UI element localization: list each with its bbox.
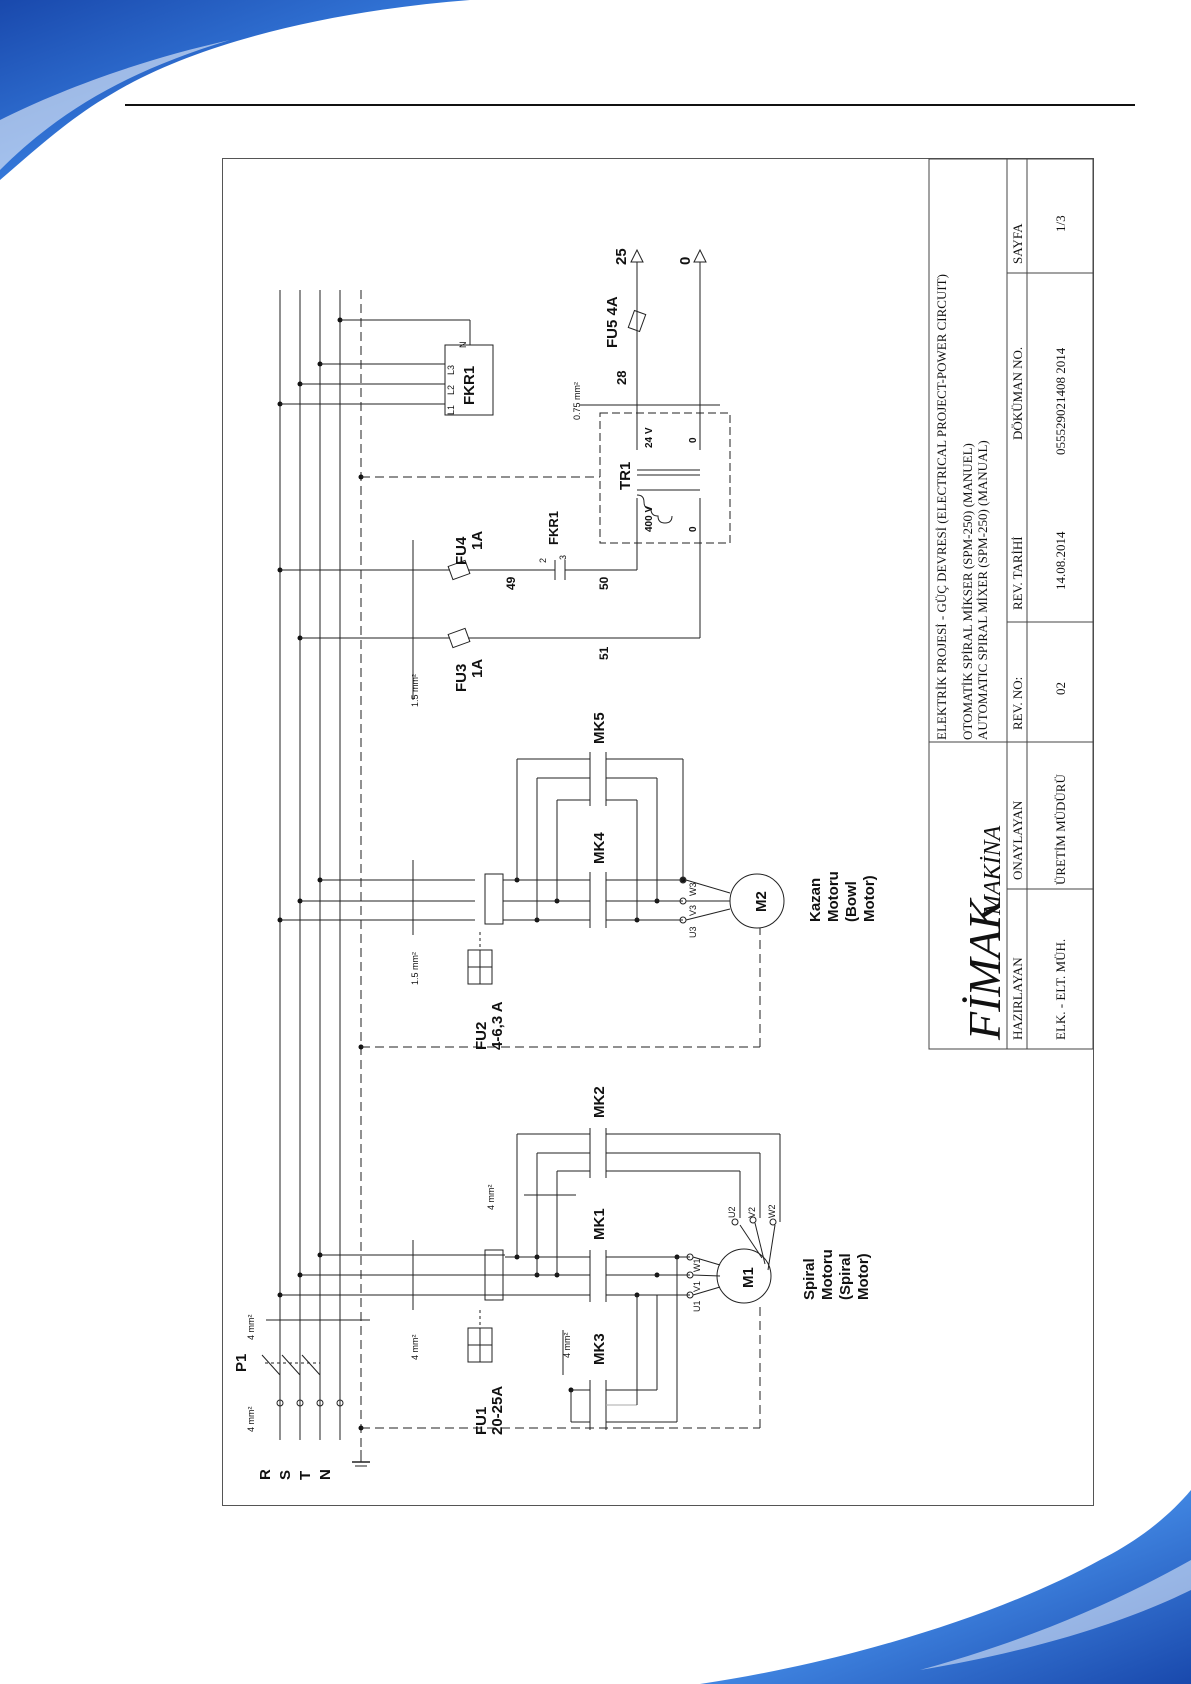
fu2-label: FU2 [473,1021,490,1050]
fu2-rating: 4-6,3 A [489,1001,506,1050]
m1-terminal-u1: U1 [692,1300,702,1312]
m2-caption-2: Motoru [825,871,842,922]
tr-primary-zero: 0 [688,526,699,532]
logo-sub: MAKİNA [980,825,1006,915]
mk5-label: MK5 [591,712,608,744]
p1-label: P1 [233,1353,250,1372]
wire-51-label: 51 [597,646,611,660]
fkr1-terminal-l1: L1 [446,404,456,415]
control-transformer-branch [280,250,730,700]
title-line-1: ELEKTRİK PROJESİ - GÜÇ DEVRESİ (ELECTRICAL PROJECT-POWER CIRCUIT) [934,274,949,740]
value-dokuman-no: 055529021408 2014 [1053,347,1068,455]
m1-label: M1 [740,1267,757,1288]
m2-terminal-w3: W3 [688,882,698,896]
m2-caption-3: (Bowl [843,881,860,922]
fu3-rating: 1A [469,658,486,678]
p1-main-switch [262,1320,370,1406]
m1-caption-4: Motor) [855,1253,872,1300]
phase-t-label: T [297,1470,314,1480]
fu1-rating: 20-25A [489,1385,506,1435]
header-hazirlayan: HAZIRLAYAN [1010,957,1025,1040]
m1-terminal-v2: V2 [747,1206,757,1218]
title-line-2: OTOMATİK SPİRAL MİKSER (SPM-250) (MANUEL) [960,443,975,740]
fu5-label: FU5 4A [604,296,621,348]
m1-caption-1: Spiral [801,1258,818,1300]
fkr1-aux-label: FKR1 [546,511,561,545]
fu4-rating: 1A [469,530,486,550]
cable-fu3: 1.5 mm² [410,673,420,707]
m2-label: M2 [753,891,770,912]
cable-p-in: 4 mm² [246,1406,256,1432]
fkr1-aux-pin-3: 3 [558,554,568,560]
value-rev-tarihi: 14.08.2014 [1053,531,1068,590]
mk4-label: MK4 [591,832,608,864]
wire-49-label: 49 [504,576,518,590]
spiral-motor-branch [280,1128,780,1430]
m2-terminal-v3: V3 [688,904,698,916]
value-sayfa: 1/3 [1053,215,1068,232]
m1-caption-3: (Spiral [837,1253,854,1300]
supply-buses [280,290,370,1466]
title-line-3: AUTOMATIC SPIRAL MİXER (SPM-250) (MANUAL) [975,440,990,740]
value-rev-no: 02 [1053,682,1068,695]
value-hazirlayan: ELK. - ELT. MÜH. [1053,938,1068,1040]
header-onaylayan: ONAYLAYAN [1010,800,1025,880]
wire-25-label: 25 [613,248,630,265]
cable-transformer: 0.75 mm² [572,381,582,420]
phase-n-label: N [317,1469,334,1480]
wire-28-label: 28 [614,370,629,385]
m2-caption-1: Kazan [807,877,824,922]
cable-fu2: 1.5 mm² [410,951,420,985]
logo-main: FİMAK [959,899,1010,1040]
fkr1-terminal-l3: L3 [446,364,456,375]
tr-secondary-zero: 0 [688,437,699,443]
mk1-label: MK1 [591,1208,608,1240]
header-sayfa: SAYFA [1010,223,1025,264]
wire-50-label: 50 [597,576,611,590]
fkr1-terminal-n: N [458,341,468,348]
fu4-label: FU4 [453,536,470,565]
mk2-label: MK2 [591,1086,608,1118]
cable-mk3: 4 mm² [562,1332,572,1358]
header-rev-tarihi: REV. TARİHİ [1010,536,1025,610]
cable-fu1: 4 mm² [410,1334,420,1360]
wire-0-label: 0 [677,256,694,265]
header-rev-no: REV. NO: [1010,676,1025,730]
fkr1-aux-pin-2: 2 [538,557,548,563]
m1-caption-2: Motoru [819,1249,836,1300]
fu3-label: FU3 [453,663,470,692]
phase-r-label: R [257,1469,274,1480]
value-onaylayan: ÜRETİM MÜDÜRÜ [1053,774,1068,885]
tr1-label: TR1 [617,461,634,490]
m2-caption-4: Motor) [861,875,878,922]
tr-primary-voltage: 400 V [644,505,655,532]
fkr1-label: FKR1 [461,365,478,405]
m1-terminal-w1: W1 [692,1258,702,1272]
m2-terminal-u3: U3 [688,926,698,938]
tr-secondary-voltage: 24 V [644,427,655,448]
cable-mk1: 4 mm² [486,1184,496,1210]
phase-s-label: S [277,1469,294,1480]
fu1-label: FU1 [473,1406,490,1435]
m1-terminal-w2: W2 [767,1204,777,1218]
fkr1-terminal-l2: L2 [446,384,456,395]
m1-terminal-u2: U2 [727,1206,737,1218]
mk3-label: MK3 [591,1333,608,1365]
header-dokuman-no: DÖKÜMAN NO. [1010,346,1025,440]
m1-terminal-v1: V1 [692,1280,702,1292]
cable-p-out: 4 mm² [246,1314,256,1340]
bowl-motor-branch [280,752,784,1047]
